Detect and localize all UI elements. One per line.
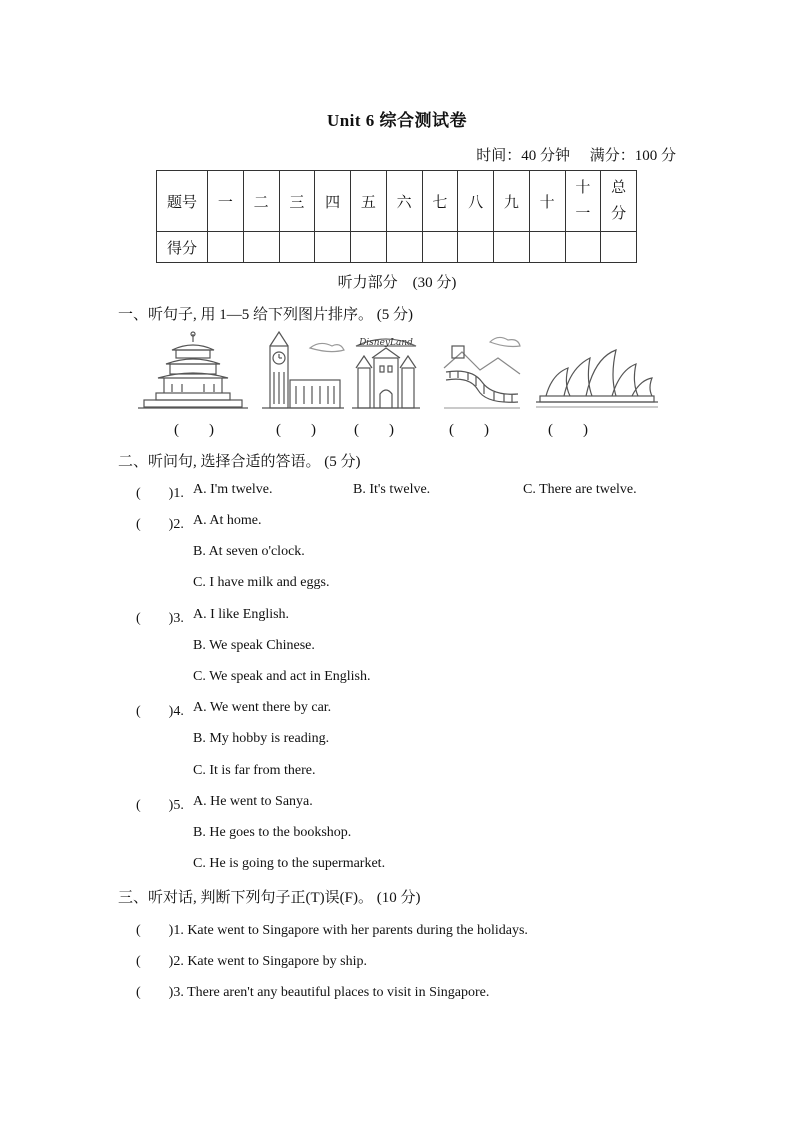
col-2: 二 <box>243 171 279 232</box>
big-ben-icon <box>260 328 346 412</box>
q3-statement-2: ( )2. Kate went to Singapore by ship. <box>136 954 367 969</box>
time-limit: 时间：40 分钟 <box>476 148 570 164</box>
score-table <box>156 170 637 263</box>
q2-1-option-b: B. It's twelve. <box>353 482 431 497</box>
row-label-score: 得分 <box>157 232 208 263</box>
exam-meta <box>476 144 676 165</box>
q2-1-option-c: C. There are twelve. <box>523 482 637 497</box>
col-total-char-1: 总 <box>611 180 627 196</box>
score-cell[interactable] <box>529 232 565 263</box>
q2-2-number: ( )2. <box>136 517 184 532</box>
section-2-title: 二、听问句, 选择合适的答语。 (5 分) <box>118 454 361 470</box>
score-cell[interactable] <box>601 232 637 263</box>
col-3: 三 <box>279 171 315 232</box>
castle-sign-text: DisneyLand <box>359 338 413 348</box>
col-11 <box>565 171 601 232</box>
col-1: 一 <box>208 171 244 232</box>
score-cell[interactable] <box>494 232 530 263</box>
temple-of-heaven-icon <box>134 328 252 412</box>
q2-2-option-c: C. I have milk and eggs. <box>193 575 330 590</box>
score-cell[interactable] <box>386 232 422 263</box>
q2-5-option-c: C. He is going to the supermarket. <box>193 856 386 871</box>
col-11-char-2: 一 <box>575 206 591 222</box>
q2-4-option-b: B. My hobby is reading. <box>193 731 330 746</box>
q2-3-option-b: B. We speak Chinese. <box>193 638 315 653</box>
score-cell[interactable] <box>208 232 244 263</box>
answer-blank-3[interactable]: ( ) <box>354 422 394 438</box>
q2-3-option-a: A. I like English. <box>193 607 290 622</box>
score-cell[interactable] <box>565 232 601 263</box>
q2-1-number: ( )1. <box>136 486 184 501</box>
q2-2-option-b: B. At seven o'clock. <box>193 544 305 559</box>
score-row <box>157 232 637 263</box>
row-label-question-number: 题号 <box>157 171 208 232</box>
answer-blank-1[interactable]: ( ) <box>174 422 214 438</box>
q2-3-option-c: C. We speak and act in English. <box>193 669 371 684</box>
question-number-row <box>157 171 637 232</box>
answer-blank-4[interactable]: ( ) <box>449 422 489 438</box>
q2-4-option-c: C. It is far from there. <box>193 763 316 778</box>
q3-statement-1: ( )1. Kate went to Singapore with her parents during the holidays. <box>136 923 528 938</box>
q2-5-number: ( )5. <box>136 798 184 813</box>
score-cell[interactable] <box>315 232 351 263</box>
col-4: 四 <box>315 171 351 232</box>
score-cell[interactable] <box>422 232 458 263</box>
score-cell[interactable] <box>243 232 279 263</box>
col-7: 七 <box>422 171 458 232</box>
answer-blank-2[interactable]: ( ) <box>276 422 316 438</box>
col-8: 八 <box>458 171 494 232</box>
q2-3-number: ( )3. <box>136 611 184 626</box>
page-title: Unit 6 综合测试卷 <box>326 111 468 130</box>
q2-5-option-a: A. He went to Sanya. <box>193 794 313 809</box>
score-cell[interactable] <box>279 232 315 263</box>
disneyland-castle-icon <box>350 328 422 412</box>
landmark-pictures <box>134 328 664 414</box>
col-10: 十 <box>529 171 565 232</box>
listening-part-title: 听力部分 (30 分) <box>337 275 457 291</box>
q2-2-option-a: A. At home. <box>193 513 262 528</box>
score-cell[interactable] <box>458 232 494 263</box>
sydney-opera-house-icon <box>534 328 660 412</box>
col-11-char-1: 十 <box>575 180 591 196</box>
full-score: 满分：100 分 <box>589 148 676 164</box>
q2-5-option-b: B. He goes to the bookshop. <box>193 825 352 840</box>
q2-4-option-a: A. We went there by car. <box>193 700 332 715</box>
score-cell[interactable] <box>351 232 387 263</box>
q2-4-number: ( )4. <box>136 704 184 719</box>
q3-statement-3: ( )3. There aren't any beautiful places to visit in Singapore. <box>136 985 490 1000</box>
col-total <box>601 171 637 232</box>
section-1-title: 一、听句子, 用 1—5 给下列图片排序。 (5 分) <box>118 307 413 323</box>
col-9: 九 <box>494 171 530 232</box>
col-5: 五 <box>351 171 387 232</box>
col-6: 六 <box>386 171 422 232</box>
great-wall-icon <box>442 328 522 412</box>
q2-1-option-a: A. I'm twelve. <box>193 482 273 497</box>
section-3-title: 三、听对话, 判断下列句子正(T)误(F)。 (10 分) <box>118 890 421 906</box>
answer-blank-5[interactable]: ( ) <box>548 422 588 438</box>
col-total-char-2: 分 <box>611 206 627 222</box>
